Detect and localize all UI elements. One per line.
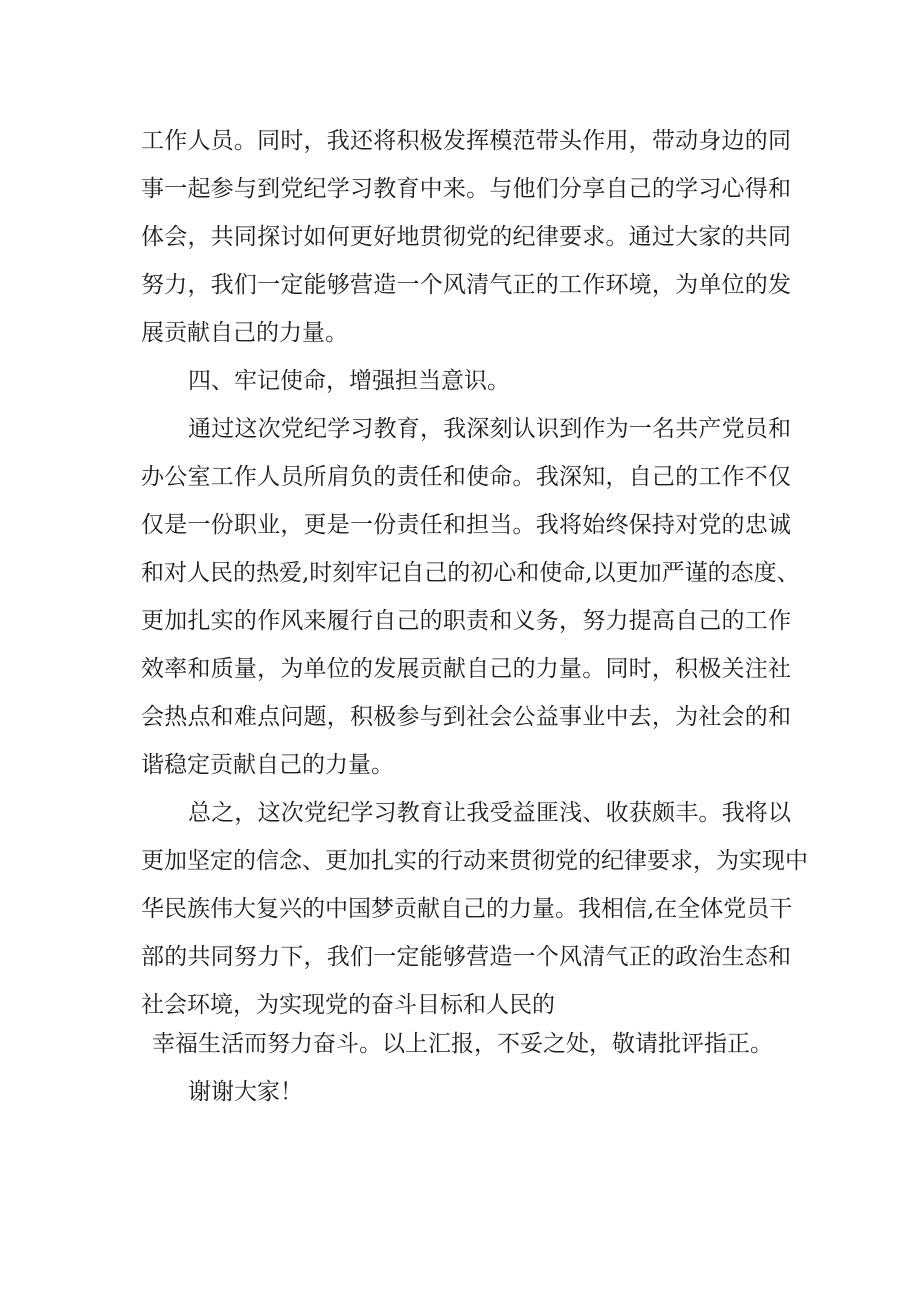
text-line: 努力，我们一定能够营造一个风清气正的工作环境，为单位的发 — [141, 272, 791, 298]
text-line: 部的共同努力下，我们一定能够营造一个风清气正的政治生态和 — [141, 944, 791, 970]
text-line: 工作人员。同时，我还将积极发挥模范带头作用，带动身边的同 — [141, 128, 791, 154]
text-line: 体会，共同探讨如何更好地贯彻党的纪律要求。通过大家的共同 — [141, 224, 791, 250]
text-line: 幸福生活而努力奋斗。以上汇报，不妥之处，敬请批评指正。 — [152, 1031, 773, 1057]
closing-line: 谢谢大家！ — [188, 1079, 303, 1105]
text-line: 总之，这次党纪学习教育让我受益匪浅、收获颇丰。我将以 — [188, 800, 791, 826]
text-line: 效率和质量，为单位的发展贡献自己的力量。同时，积极关注社 — [141, 656, 791, 682]
text-line: 谐稳定贡献自己的力量。 — [141, 752, 394, 778]
text-line: 和对人民的热爱,时刻牢记自己的初心和使命,以更加严谨的态度、 — [141, 560, 800, 586]
text-line: 华民族伟大复兴的中国梦贡献自己的力量。我相信,在全体党员干 — [141, 896, 793, 922]
text-line: 更加扎实的作风来履行自己的职责和义务，努力提高自己的工作 — [141, 608, 791, 634]
text-line: 通过这次党纪学习教育，我深刻认识到作为一名共产党员和 — [188, 416, 791, 442]
text-line: 事一起参与到党纪学习教育中来。与他们分享自己的学习心得和 — [141, 176, 791, 202]
text-line: 展贡献自己的力量。 — [141, 320, 348, 346]
section-heading: 四、牢记使命，增强担当意识。 — [188, 368, 510, 394]
text-line: 会热点和难点问题，积极参与到社会公益事业中去，为社会的和 — [141, 704, 791, 730]
text-line: 办公室工作人员所肩负的责任和使命。我深知，自己的工作不仅 — [141, 464, 791, 490]
text-line: 社会环境，为实现党的奋斗目标和人民的 — [141, 992, 555, 1018]
text-line: 更加坚定的信念、更加扎实的行动来贯彻党的纪律要求，为实现中 — [141, 848, 808, 874]
text-line: 仅是一份职业，更是一份责任和担当。我将始终保持对党的忠诚 — [141, 512, 791, 538]
